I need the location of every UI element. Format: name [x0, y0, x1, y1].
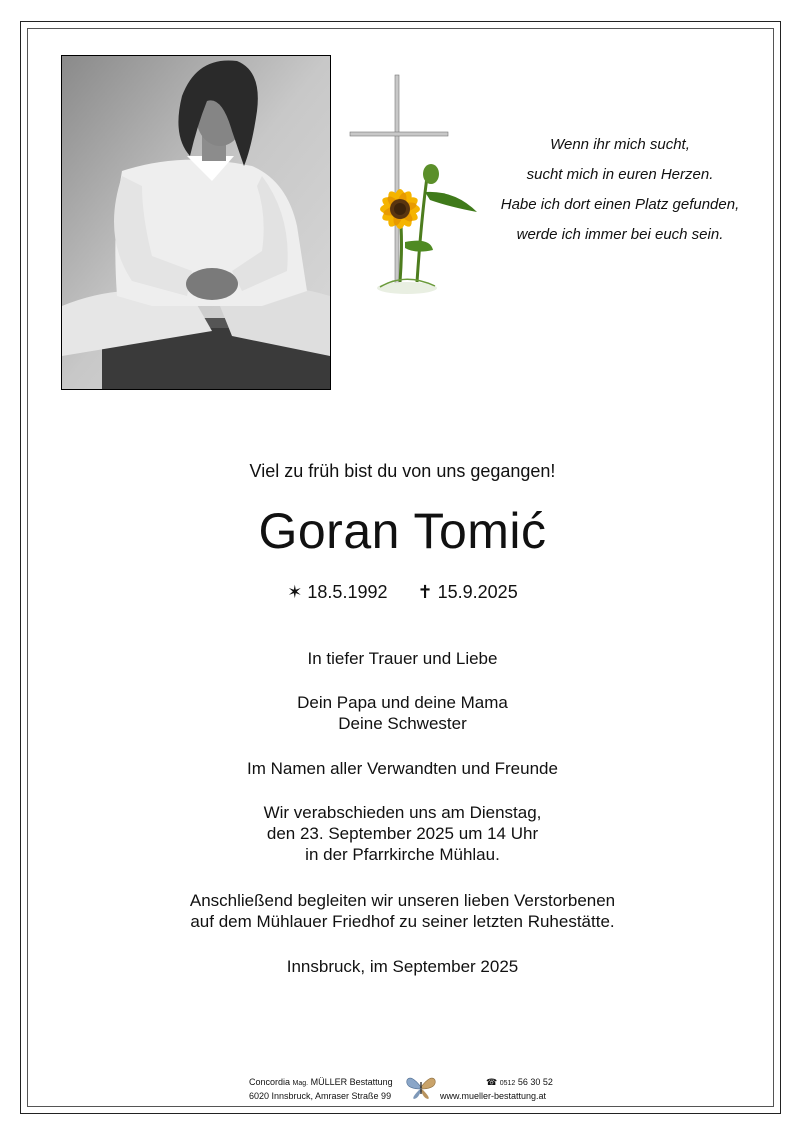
company-prefix: Concordia — [249, 1077, 291, 1087]
family-block — [0, 692, 805, 734]
farewell-line: Wir verabschieden uns am Dienstag, — [263, 803, 542, 822]
relatives-line: Im Namen aller Verwandten und Freunde — [247, 759, 558, 778]
phone-number[interactable]: 56 30 52 — [517, 1077, 553, 1087]
poem-line: werde ich immer bei euch sein. — [516, 226, 724, 243]
family-line: Deine Schwester — [338, 714, 467, 733]
poem-line: Wenn ihr mich sucht, — [550, 136, 690, 153]
place-date: Innsbruck, im September 2025 — [286, 957, 519, 976]
death-date: 15.9.2025 — [437, 582, 518, 602]
mourning-line: In tiefer Trauer und Liebe — [307, 649, 498, 668]
notice-subtitle: Viel zu früh bist du von uns gegangen! — [249, 461, 556, 481]
phone-prefix: 0512 — [499, 1080, 516, 1087]
farewell-line: den 23. September 2025 um 14 Uhr — [266, 824, 539, 843]
farewell-line: in der Pfarrkirche Mühlau. — [305, 845, 500, 864]
butterfly-icon — [405, 1074, 437, 1100]
phone-icon: ☎ — [486, 1077, 498, 1087]
burial-line: auf dem Mühlauer Friedhof zu seiner letzten Ruhestätte. — [190, 912, 615, 931]
company-address: 6020 Innsbruck, Amraser Straße 99 — [249, 1091, 392, 1101]
portrait-photo — [61, 55, 331, 390]
sunflower-icon — [377, 164, 477, 294]
farewell-block — [0, 802, 805, 865]
cross-with-sunflower — [345, 72, 485, 307]
footer-contact — [440, 1076, 553, 1103]
company-name: MÜLLER Bestattung — [310, 1077, 393, 1087]
family-line: Dein Papa und deine Mama — [297, 693, 508, 712]
death-cross-icon: ✝ — [417, 582, 433, 602]
poem-line: sucht mich in euren Herzen. — [526, 166, 714, 183]
website-link[interactable]: www.mueller-bestattung.at — [440, 1091, 547, 1101]
burial-line: Anschließend begleiten wir unseren lieben Verstorbenen — [189, 891, 616, 910]
poem — [480, 130, 760, 250]
footer-company — [249, 1076, 393, 1103]
life-dates — [0, 582, 805, 603]
birth-star-icon: ✶ — [287, 582, 303, 602]
burial-block — [0, 890, 805, 932]
company-title: Mag. — [292, 1080, 309, 1087]
poem-line: Habe ich dort einen Platz gefunden, — [500, 196, 740, 213]
birth-date: 18.5.1992 — [307, 582, 388, 602]
deceased-name: Goran Tomić — [258, 503, 547, 559]
